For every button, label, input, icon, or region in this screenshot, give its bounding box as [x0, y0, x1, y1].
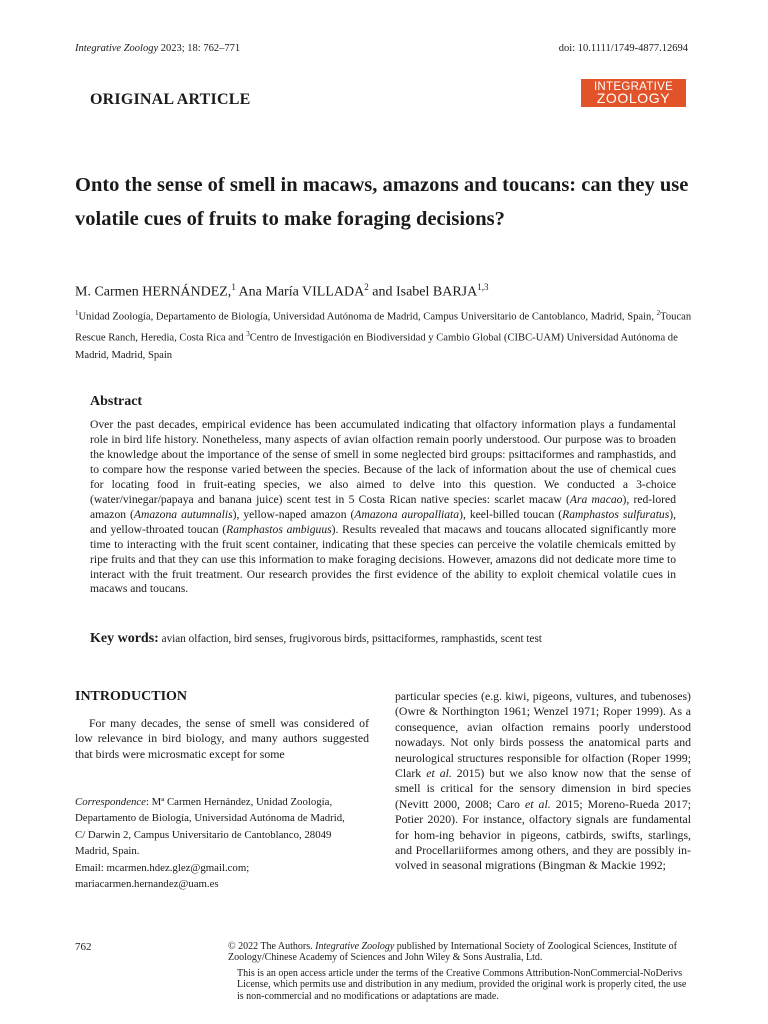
affiliation-mark: 2	[656, 309, 661, 317]
correspondence-email[interactable]: mariacarmen.hernandez@uam.es	[75, 878, 219, 891]
running-header-citation	[75, 43, 240, 54]
species-name: Amazona autumnalis	[133, 507, 233, 521]
correspondence-line: C/ Darwin 2, Campus Universitario de Cantoblanco, 28049	[75, 828, 332, 841]
intro-text: 2015; Moreno-Rueda 2017; Potier 2020). For instance, olfactory signals are fundamental for hom-ing behavior in pigeons, catbirds, swifts, starlings, and Procellariiformes among others, and they are possibly in-volved in seasonal migrations (Bingman & Mackie 1992;	[395, 796, 692, 873]
abstract-text: ), yellow-naped amazon (	[232, 507, 355, 521]
species-name: Ramphastos ambiguus	[226, 522, 332, 536]
author-name: and Isabel BARJA	[368, 284, 478, 300]
species-name: Amazona auropalliata	[354, 507, 460, 521]
correspondence-block	[75, 794, 369, 892]
author-affiliation-mark: 1,3	[477, 282, 489, 292]
journal-logo	[581, 79, 686, 107]
abstract-text: ). Results revealed that macaws and toucans allocated significantly more time to interacting with the fruit scent container, indicating that these species can perceive the volatile chemicals emitted by ripe fruits and that they can use this information to make foraging decisions. However, amazons did not dedicate more time to interact with the fruit treatment. Our research provides the first evidence of the ability to exploit chemical volatile cues in macaws and toucans.	[90, 522, 676, 596]
license-notice: This is an open access article under the terms of the Creative Commons Attribution-NonCommercial-NoDerivs License, which permits use and distribution in any medium, provided the original work is properly cited, the use is non-commercial and no modifications or adaptations are made.	[237, 968, 687, 1002]
affiliation-text: Toucan Rescue Ranch, Heredia, Costa Rica and	[75, 311, 692, 344]
intro-text: particular species (e.g. kiwi, pigeons, vultures, and tubenoses) (Owre & Northington 1961; Wenzel 1971; Roper 1999). As a consequence, avian olfaction remains poorly understood nowadays. Not only birds possess the anatomical parts and neurological structures responsible for olfaction (Roper 1999; Clark	[395, 689, 691, 781]
keywords-label: Key words:	[90, 631, 159, 646]
abstract-text: ), red-lored amazon (	[90, 492, 676, 521]
species-name: Ara macao	[569, 492, 623, 506]
logo-line-1: INTEGRATIVE	[593, 81, 674, 93]
correspondence-line: Madrid, Spain.	[75, 845, 140, 858]
intro-text: 2015) but we also know now that the sense of smell is critical for the sensory dimension in bird species (Nevitt 2000, 2008; Caro	[395, 766, 691, 811]
affiliation-text: Unidad Zoología, Departamento de Biología, Universidad Autónoma de Madrid, Campus Universitario de Cantoblanco, Madrid, Spain,	[78, 311, 657, 323]
keywords	[90, 631, 542, 647]
correspondence-email[interactable]: Email: mcarmen.hdez.glez@gmail.com;	[75, 861, 250, 874]
article-title: Onto the sense of smell in macaws, amazons and toucans: can they use volatile cues of fruits to make foraging decisions?	[75, 174, 689, 230]
correspondence-name: : Mª Carmen Hernández, Unidad Zoología,	[145, 796, 333, 808]
page-number: 762	[75, 941, 92, 953]
article-type-label: ORIGINAL ARTICLE	[90, 91, 251, 108]
copyright-text: © 2022 The Authors.	[228, 941, 316, 952]
affiliation-mark: 3	[246, 330, 250, 339]
abstract-text: ), and yellow-throated toucan (	[90, 507, 677, 536]
author-affiliation-mark: 2	[364, 282, 369, 292]
abstract-text: ), keel-billed toucan (	[459, 507, 563, 521]
abstract-body	[90, 418, 676, 597]
abstract-text: Over the past decades, empirical evidence has been accumulated indicating that olfactory information plays a fundamental role in bird life history. Nonetheless, many aspects of avian olfaction remain poorly understood. Our purpose was to broaden the knowledge about the importance of the sense of smell in some neglected bird groups: psittaciformes and ramphastids, and to compare how the response varied between the species. Because of the lack of information about the use of chemical cues for locating food in fruit-eating species, we also aimed to delve into this question. We conducted a 3-choice (water/vinegar/papaya and banana juice) scent test in 5 Costa Rican native species: scarlet macaw (	[90, 418, 676, 506]
et-al: et al.	[426, 766, 452, 781]
author-name: M. Carmen HERNÁNDEZ,	[75, 284, 232, 300]
affiliation-mark: 1	[75, 309, 79, 317]
doi-link[interactable]: doi: 10.1111/1749-4877.12694	[558, 43, 688, 54]
journal-name: Integrative Zoology	[315, 941, 395, 952]
author-name: Ana María VILLADA	[235, 284, 365, 300]
introduction-heading: INTRODUCTION	[75, 689, 188, 704]
correspondence-line	[75, 794, 369, 810]
author-list	[75, 282, 489, 301]
author-affiliation-mark: 1	[231, 282, 236, 292]
species-name: Ramphastos sulfuratus	[562, 507, 670, 521]
copyright-text: published by International Society of Zoological Sciences, Institute of Zoology/Chinese Academy of Sciences and John Wiley & Sons Australia, Ltd.	[228, 941, 678, 964]
introduction-right-column	[395, 689, 691, 874]
correspondence-label: Correspondence	[75, 796, 146, 808]
affiliations	[75, 305, 695, 365]
abstract-heading: Abstract	[90, 394, 143, 409]
introduction-left-column: For many decades, the sense of smell was considered of low relevance in bird biology, and many authors suggested that birds were microsmatic except for some	[75, 716, 369, 761]
keywords-text: avian olfaction, bird senses, frugivorous birds, psittaciformes, ramphastids, scent test	[158, 633, 542, 645]
affiliation-text: Centro de Investigación en Biodiversidad y Cambio Global (CIBC-UAM) Universidad Autónoma de Madrid, Madrid, Spain	[75, 332, 678, 362]
copyright-notice	[228, 941, 693, 964]
journal-name: Integrative Zoology	[75, 43, 159, 54]
logo-line-2: ZOOLOGY	[596, 90, 671, 106]
correspondence-line: Departamento de Biología, Universidad Autónoma de Madrid,	[75, 812, 345, 825]
citation-text: 2023; 18: 762–771	[158, 43, 241, 54]
et-al: et al.	[524, 796, 551, 811]
